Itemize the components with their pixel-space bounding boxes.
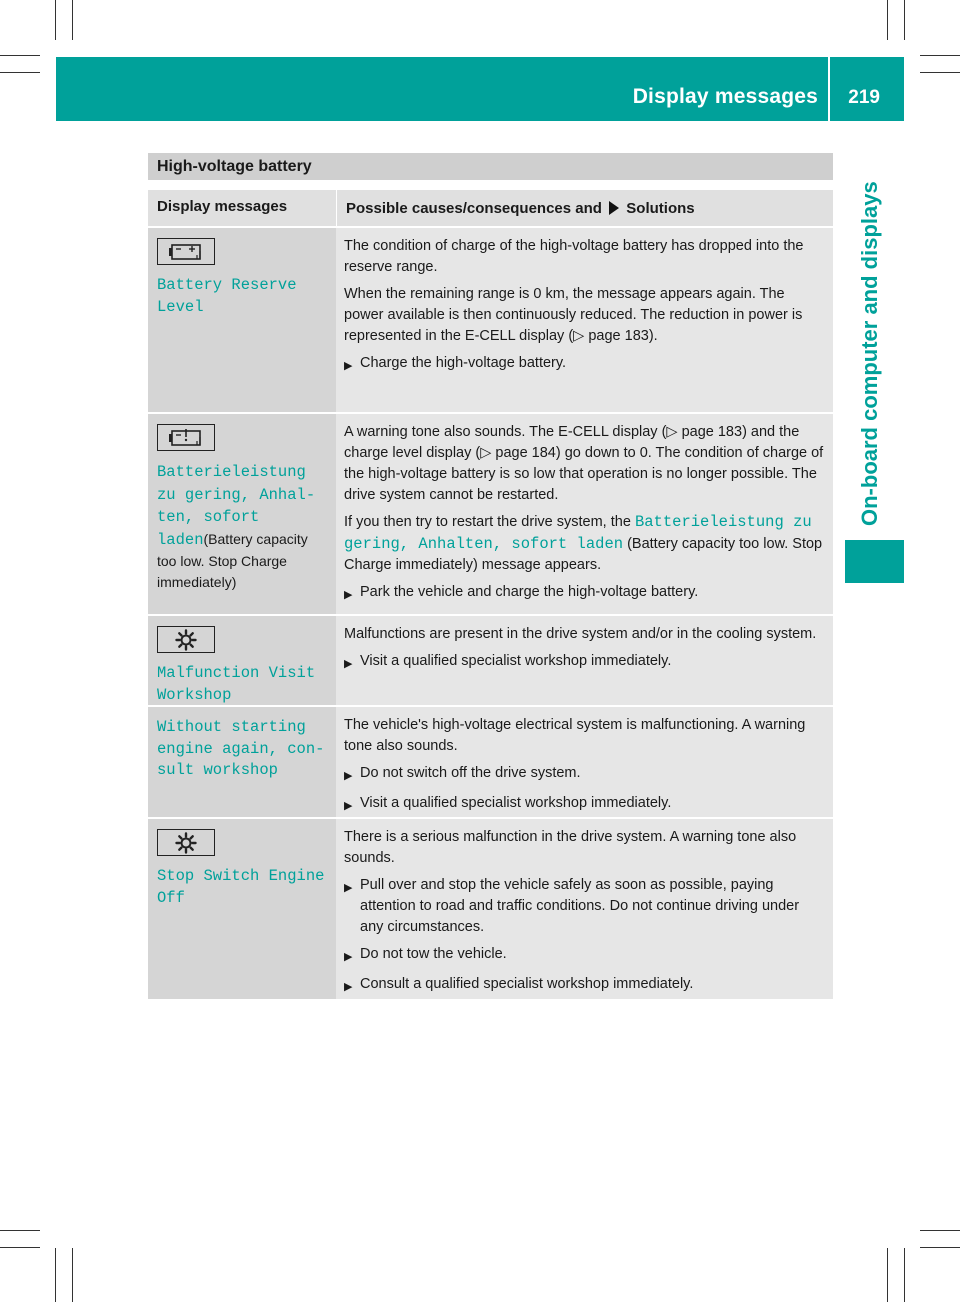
play-arrow-icon: ▶ (344, 360, 353, 372)
battery-icon (157, 238, 215, 265)
description-paragraph: A warning tone also sounds. The E-CELL display (▷ page 183) and the charge level display (▷ page 184) go down to 0. The condition of charge of the high-voltage battery is so low that operation is no longer possible. The drive system cannot be restarted. (344, 424, 824, 503)
malfunction-icon (157, 626, 215, 653)
instruction-text: Consult a qualified specialist workshop immediately. (360, 976, 694, 992)
crop-mark (920, 1230, 960, 1231)
display-message: Stop Switch Engine Off (157, 867, 325, 907)
display-message: Batterieleistung zu gering, Anhalten, sofort laden (344, 513, 812, 553)
solution-cell (336, 228, 833, 412)
chapter-tab-label: On-board computer and displays (857, 181, 882, 526)
chapter-tab (853, 168, 891, 538)
display-message: Batterieleistung zu gering, Anhal- ten, sofort laden (157, 463, 316, 549)
play-arrow-icon: ▶ (344, 882, 353, 894)
column-header-text: Possible causes/consequences and (346, 200, 602, 217)
crop-mark (887, 1248, 888, 1302)
description-paragraph: The condition of charge of the high-voltage battery has dropped into the reserve range. (344, 238, 804, 275)
instruction-item (344, 763, 826, 787)
play-arrow-icon: ▶ (344, 658, 353, 670)
message-cell (148, 819, 336, 999)
crop-mark (0, 1230, 40, 1231)
section-title: Display messages (632, 85, 818, 108)
description-paragraph: Malfunctions are present in the drive system and/or in the cooling system. (344, 626, 817, 642)
solution-cell (336, 414, 833, 614)
crop-mark (904, 0, 905, 40)
message-cell (148, 707, 336, 817)
chapter-tab-marker (845, 540, 904, 583)
instruction-text: Visit a qualified specialist workshop immediately. (360, 653, 672, 669)
play-arrow-icon: ▶ (344, 589, 353, 601)
crop-mark (904, 1248, 905, 1302)
display-message: Battery Reserve Level (157, 276, 297, 316)
instruction-item (344, 793, 826, 817)
crop-mark (920, 1247, 960, 1248)
instruction-text: Do not switch off the drive system. (360, 765, 581, 781)
display-message-block (157, 461, 327, 593)
table-row (148, 412, 833, 614)
play-arrow-icon: ▶ (344, 800, 353, 812)
description-paragraph: The vehicle's high-voltage electrical system is malfunctioning. A warning tone also sounds. (344, 717, 806, 754)
table-title: High-voltage battery (148, 153, 833, 180)
battery-warning-icon (157, 424, 215, 451)
instruction-item (344, 974, 826, 998)
messages-table (148, 153, 833, 999)
description-paragraph (344, 512, 826, 576)
crop-mark (0, 72, 40, 73)
table-row (148, 705, 833, 817)
instruction-item (344, 944, 826, 968)
table-header (148, 190, 833, 226)
malfunction-icon (157, 829, 215, 856)
instruction-text: Do not tow the vehicle. (360, 946, 507, 962)
crop-mark (72, 1248, 73, 1302)
play-arrow-icon: ▶ (344, 770, 353, 782)
solution-cell (336, 819, 833, 999)
message-cell (148, 616, 336, 705)
instruction-item (344, 875, 826, 938)
instruction-item (344, 353, 826, 377)
message-cell (148, 228, 336, 412)
page-number: 219 (848, 87, 880, 108)
display-message: Without starting engine again, con- sult workshop (157, 718, 325, 779)
column-header-messages: Display messages (157, 198, 288, 215)
instruction-text: Charge the high-voltage battery. (360, 355, 567, 371)
display-message: Malfunction Visit Workshop (157, 664, 316, 704)
paragraph-text: (Battery capacity too low. Stop Charge immediately) message appears. (344, 535, 823, 573)
instruction-text: Park the vehicle and charge the high-voltage battery. (360, 584, 699, 600)
crop-mark (72, 0, 73, 40)
crop-mark (920, 55, 960, 56)
crop-mark (55, 0, 56, 40)
header-divider (828, 57, 830, 121)
instruction-item (344, 582, 826, 606)
play-arrow-icon: ▶ (344, 951, 353, 963)
paragraph-text: If you then try to restart the drive system, the (344, 514, 631, 530)
instruction-item (344, 651, 826, 675)
play-arrow-icon: ▶ (344, 981, 353, 993)
description-paragraph: There is a serious malfunction in the drive system. A warning tone also sounds. (344, 829, 797, 866)
instruction-text: Visit a qualified specialist workshop immediately. (360, 795, 672, 811)
table-row (148, 614, 833, 705)
solution-cell (336, 707, 833, 817)
page-header (56, 57, 904, 121)
column-header-solutions (336, 190, 833, 226)
crop-mark (55, 1248, 56, 1302)
message-translation: (Battery capacity too low. Stop Charge immediately) (157, 530, 308, 590)
crop-mark (0, 55, 40, 56)
crop-mark (0, 1247, 40, 1248)
solution-cell (336, 616, 833, 705)
play-arrow-icon (609, 201, 619, 215)
instruction-text: Pull over and stop the vehicle safely as soon as possible, paying attention to road and traffic conditions. Do not continue driving under any circumstances. (360, 877, 800, 935)
table-row (148, 817, 833, 999)
message-cell (148, 414, 336, 614)
description-paragraph: When the remaining range is 0 km, the message appears again. The power available is then continuously reduced. The reduction in power is represented in the E-CELL display (▷ page 183). (344, 286, 803, 344)
table-row (148, 226, 833, 412)
crop-mark (887, 0, 888, 40)
column-header-text: Solutions (626, 200, 695, 217)
crop-mark (920, 72, 960, 73)
